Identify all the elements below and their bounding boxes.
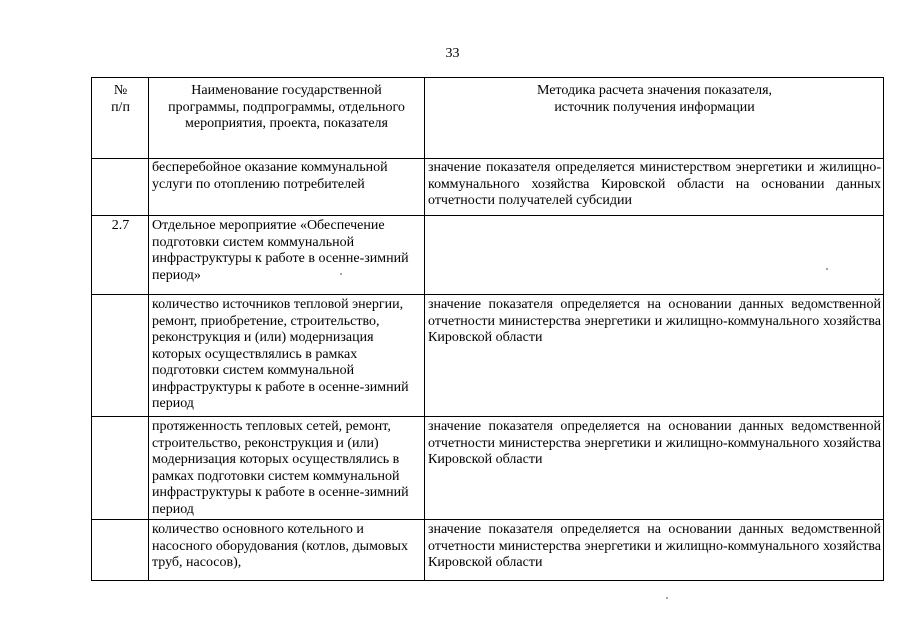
row-method: [425, 216, 884, 295]
row-method: значение показателя определяется министерством энергетики и жилищно-коммунального хозяйства Кировской области на основании данных отчетности получателей субсидии: [425, 159, 884, 216]
header-name: Наименование государственной программы, подпрограммы, отдельного мероприятия, проекта, показателя: [149, 78, 425, 159]
indicators-table: [91, 77, 884, 581]
row-name: Отдельное мероприятие «Обеспечение подготовки систем коммунальной инфраструктуры к работе в осенне-зимний период»: [149, 216, 425, 295]
table-row: [92, 159, 884, 216]
row-name: количество источников тепловой энергии, ремонт, приобретение, строительство, реконструкция и (или) модернизация которых осуществлялись в рамках подготовки систем коммунальной инфраструктуры к работе в осенне-зимний период: [149, 295, 425, 417]
table-row: [92, 520, 884, 581]
table-row: [92, 417, 884, 520]
row-name: количество основного котельного и насосного оборудования (котлов, дымовых труб, насосов),: [149, 520, 425, 581]
row-number: [92, 295, 149, 417]
row-method: значение показателя определяется на основании данных ведомственной отчетности министерства энергетики и жилищно-коммунального хозяйства Кировской области: [425, 417, 884, 520]
row-name: бесперебойное оказание коммунальной услуги по отоплению потребителей: [149, 159, 425, 216]
table-row: [92, 295, 884, 417]
row-number: [92, 417, 149, 520]
header-method: Методика расчета значения показателя, источник получения информации: [425, 78, 884, 159]
row-number: 2.7: [92, 216, 149, 295]
row-method: значение показателя определяется на основании данных ведомственной отчетности министерства энергетики и жилищно-коммунального хозяйства Кировской области: [425, 520, 884, 581]
header-number: № п/п: [92, 78, 149, 159]
scan-speck: [666, 597, 668, 599]
row-method: значение показателя определяется на основании данных ведомственной отчетности министерства энергетики и жилищно-коммунального хозяйства Кировской области: [425, 295, 884, 417]
page-number: 33: [445, 46, 460, 61]
scan-speck: [340, 273, 342, 275]
table-row: [92, 216, 884, 295]
scan-speck: [826, 268, 828, 270]
table-header-row: [92, 78, 884, 159]
row-name: протяженность тепловых сетей, ремонт, строительство, реконструкция и (или) модернизация которых осуществлялись в рамках подготовки систем коммунальной инфраструктуры к работе в осенне-зимний период: [149, 417, 425, 520]
row-number: [92, 520, 149, 581]
row-number: [92, 159, 149, 216]
